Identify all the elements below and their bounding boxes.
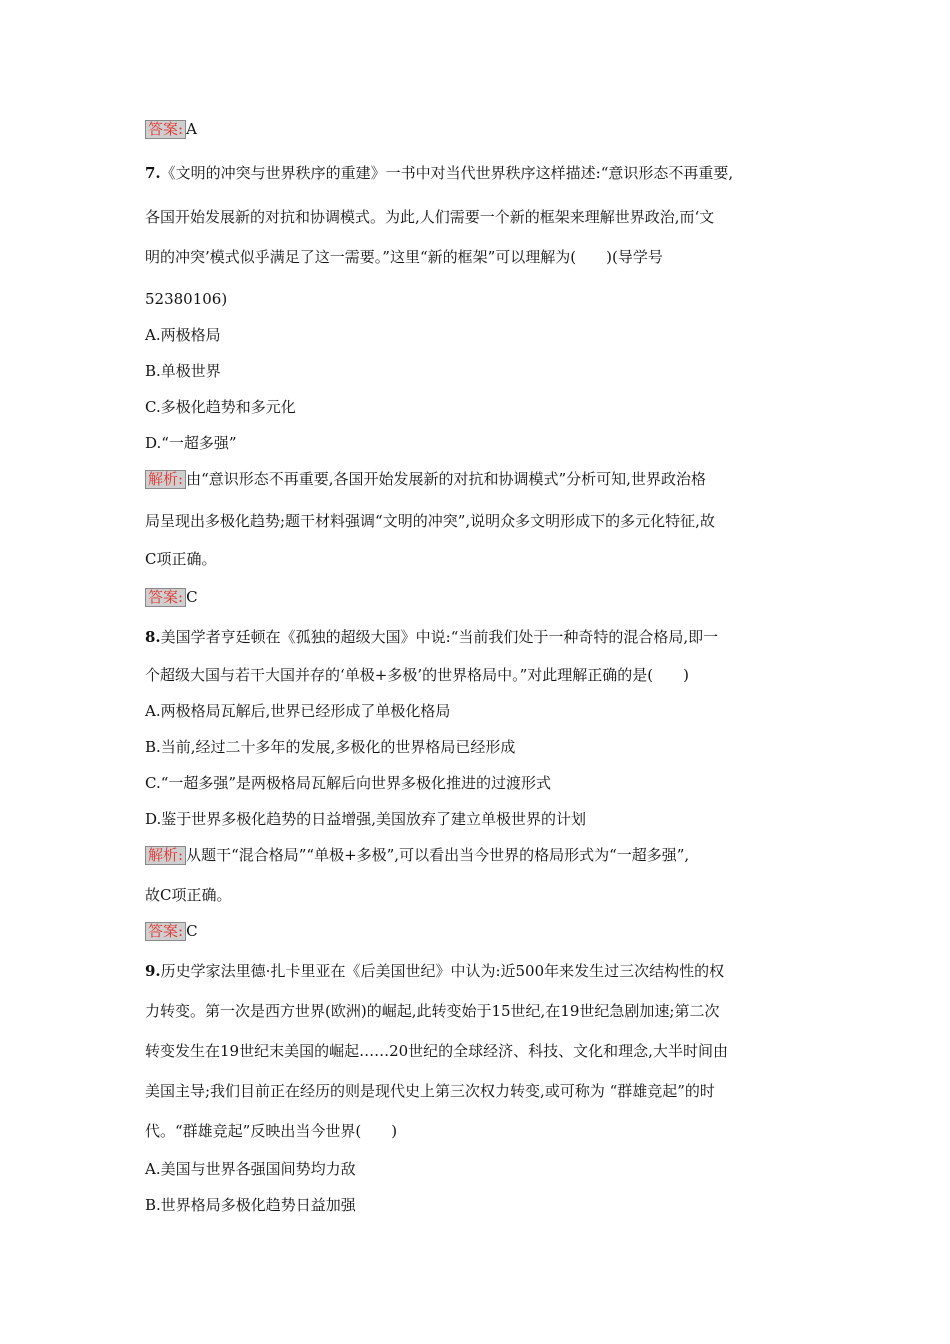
analysis-line bbox=[145, 468, 706, 490]
question-number: 9. bbox=[145, 962, 161, 980]
answer-line bbox=[145, 118, 197, 140]
text-line: A.两极格局瓦解后,世界已经形成了单极化格局 bbox=[145, 702, 451, 720]
text-line: 故C项正确。 bbox=[145, 886, 232, 904]
question-text: 美国学者亨廷顿在《孤独的超级大国》中说:“当前我们处于一种奇特的混合格局,即一 bbox=[160, 628, 719, 646]
question-number: 7. bbox=[145, 164, 161, 182]
question-number: 8. bbox=[145, 628, 161, 646]
question-stem bbox=[145, 626, 718, 648]
answer-line bbox=[145, 586, 198, 608]
answer-text: A bbox=[186, 120, 197, 138]
text-line: B.世界格局多极化趋势日益加强 bbox=[145, 1196, 356, 1214]
text-line: 力转变。第一次是西方世界(欧洲)的崛起,此转变始于15世纪,在19世纪急剧加速;第二次 bbox=[145, 1002, 720, 1020]
question-text: 《文明的冲突与世界秩序的重建》一书中对当代世界秩序这样描述:“意识形态不再重要, bbox=[160, 164, 734, 182]
text-line: 52380106) bbox=[145, 290, 228, 308]
question-text: 历史学家法里德·扎卡里亚在《后美国世纪》中认为:近500年来发生过三次结构性的权 bbox=[160, 962, 725, 980]
text-line: D.“一超多强” bbox=[145, 434, 237, 452]
text-line: 代。“群雄竞起”反映出当今世界( ) bbox=[145, 1122, 398, 1140]
analysis-tag: 解析: bbox=[145, 846, 186, 865]
analysis-tag: 解析: bbox=[145, 470, 186, 489]
answer-text: C bbox=[186, 588, 198, 606]
text-line: D.鉴于世界多极化趋势的日益增强,美国放弃了建立单极世界的计划 bbox=[145, 810, 587, 828]
answer-text: C bbox=[186, 922, 198, 940]
text-line: B.当前,经过二十多年的发展,多极化的世界格局已经形成 bbox=[145, 738, 516, 756]
text-line: C.“一超多强”是两极格局瓦解后向世界多极化推进的过渡形式 bbox=[145, 774, 552, 792]
text-line: 美国主导;我们目前正在经历的则是现代史上第三次权力转变,或可称为 “群雄竞起”的时 bbox=[145, 1082, 715, 1100]
question-stem bbox=[145, 960, 724, 982]
answer-tag: 答案: bbox=[145, 922, 186, 941]
analysis-line bbox=[145, 844, 689, 866]
text-line: C项正确。 bbox=[145, 550, 217, 568]
answer-tag: 答案: bbox=[145, 588, 186, 607]
text-line: A.美国与世界各强国间势均力敌 bbox=[145, 1160, 356, 1178]
text-line: B.单极世界 bbox=[145, 362, 221, 380]
text-line: C.多极化趋势和多元化 bbox=[145, 398, 296, 416]
answer-tag: 答案: bbox=[145, 120, 186, 139]
text-line: 个超级大国与若干大国并存的‘单极+多极’的世界格局中。”对此理解正确的是( ) bbox=[145, 666, 689, 684]
text-line: 各国开始发展新的对抗和协调模式。为此,人们需要一个新的框架来理解世界政治,而‘文 bbox=[145, 208, 715, 226]
text-line: 转变发生在19世纪末美国的崛起……20世纪的全球经济、科技、文化和理念,大半时间由 bbox=[145, 1042, 728, 1060]
text-line: 明的冲突’模式似乎满足了这一需要。”这里“新的框架”可以理解为( )(导学号 bbox=[145, 248, 663, 266]
answer-line bbox=[145, 920, 198, 942]
question-stem bbox=[145, 162, 733, 184]
text-line: 局呈现出多极化趋势;题干材料强调“文明的冲突”,说明众多文明形成下的多元化特征,故 bbox=[145, 512, 715, 530]
text-line: A.两极格局 bbox=[145, 326, 221, 344]
analysis-text: 从题干“混合格局”“单极+多极”,可以看出当今世界的格局形式为“一超多强”, bbox=[186, 846, 690, 864]
analysis-text: 由“意识形态不再重要,各国开始发展新的对抗和协调模式”分析可知,世界政治格 bbox=[186, 470, 706, 488]
